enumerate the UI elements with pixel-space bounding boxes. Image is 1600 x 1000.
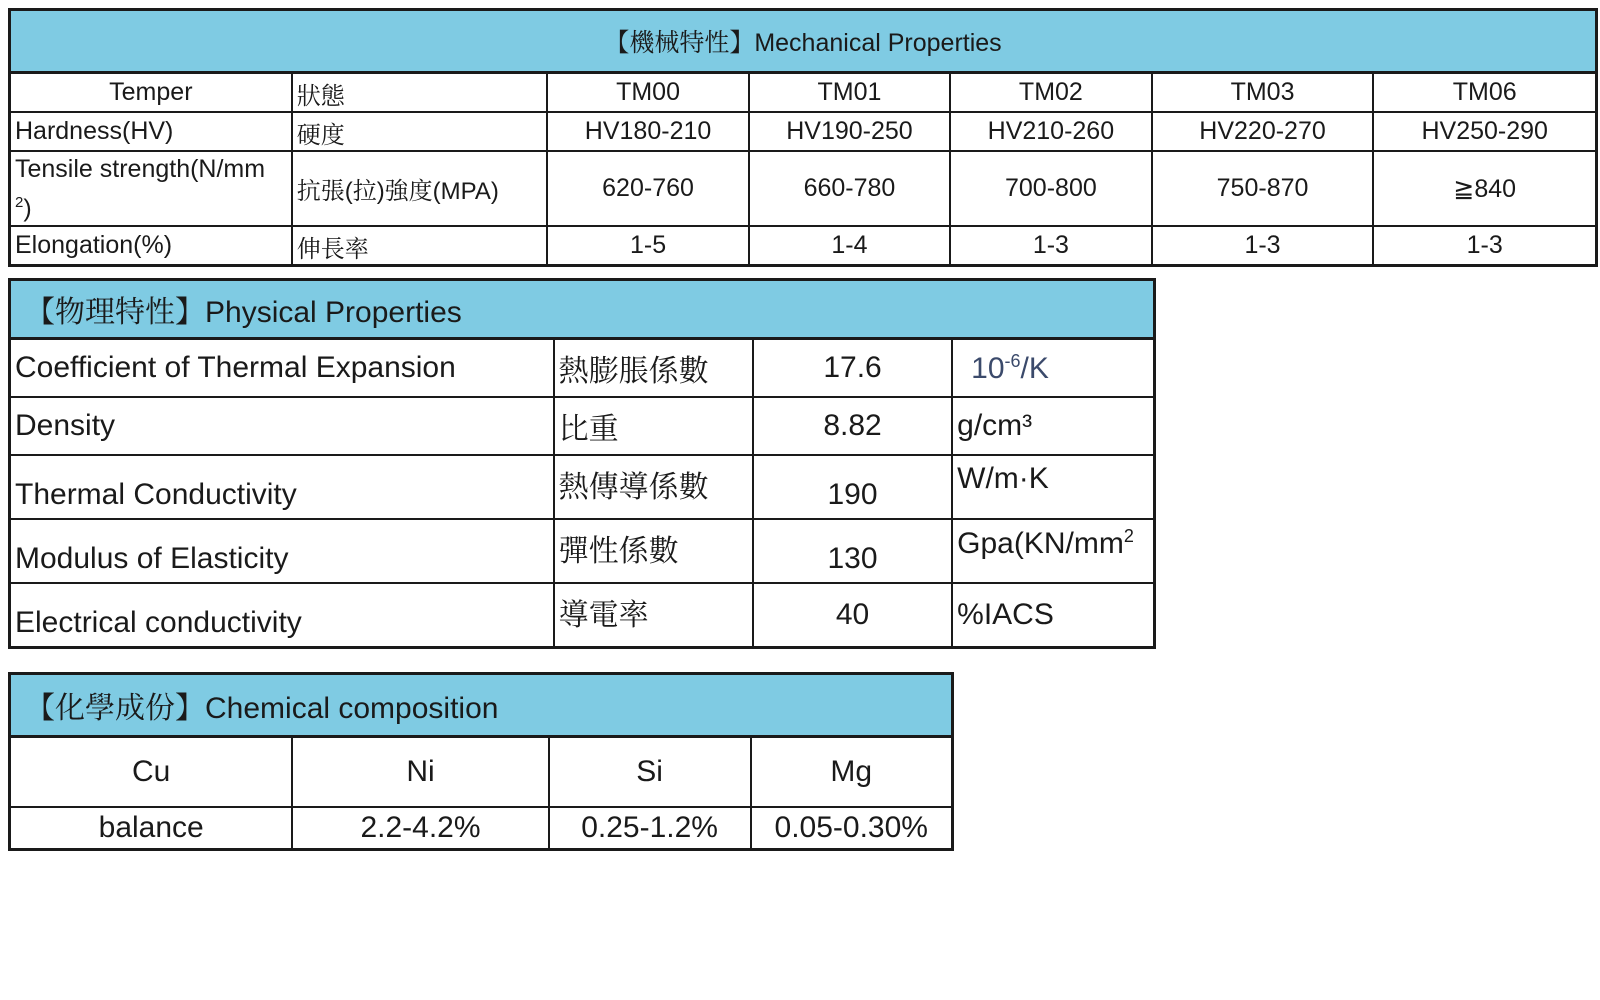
physical-properties-table [8,278,1156,649]
tensile-label-text: Tensile strength(N/mm [15,155,266,183]
element-value: 2.2-4.2% [292,807,548,850]
unit-cell: %IACS [952,583,1154,648]
table-cell: HV250-290 [1373,112,1596,151]
table-cell: 40 [753,583,952,648]
row-label-en: Modulus of Elasticity [10,519,554,583]
table-cell: 620-760 [547,151,748,226]
table-cell: 17.6 [753,339,952,398]
row-label-en [10,151,292,226]
unit-base: Gpa(KN/mm [957,527,1124,560]
physical-title: 【物理特性】Physical Properties [10,280,1155,339]
element-name: Mg [751,737,953,808]
element-value: balance [10,807,293,850]
table-cell: 1-4 [749,226,950,266]
element-value: 0.25-1.2% [549,807,751,850]
row-label-en: Temper [10,73,292,113]
table-cell: 750-870 [1152,151,1374,226]
table-cell: 130 [753,519,952,583]
unit-tail: /K [1020,351,1049,385]
table-row [10,151,1597,226]
table-row [10,737,953,808]
unit-cell [952,519,1154,583]
element-name: Cu [10,737,293,808]
row-label-zh: 抗張(拉)強度(MPA) [292,151,548,226]
tensile-label-sup: 2 [15,194,24,211]
unit-sup: -6 [1004,350,1021,371]
row-label-en: Hardness(HV) [10,112,292,151]
table-row [10,519,1155,583]
table-cell: HV180-210 [547,112,748,151]
row-label-zh: 彈性係數 [554,519,753,583]
table-cell: 1-5 [547,226,748,266]
row-label-en: Thermal Conductivity [10,455,554,519]
unit-cell: g/cm³ [952,397,1154,455]
table-cell: 190 [753,455,952,519]
unit-cell [952,339,1154,398]
element-name: Si [549,737,751,808]
unit-base: 10 [971,351,1005,385]
table-cell: TM02 [950,73,1151,113]
row-label-en: Density [10,397,554,455]
row-label-zh: 熱傳導係數 [554,455,753,519]
element-value: 0.05-0.30% [751,807,953,850]
row-label-zh: 比重 [554,397,753,455]
table-cell: TM00 [547,73,748,113]
table-row [10,807,953,850]
table-cell: 1-3 [1152,226,1374,266]
table-cell: 660-780 [749,151,950,226]
table-row [10,339,1155,398]
table-row [10,226,1597,266]
row-label-zh: 狀態 [292,73,548,113]
tensile-label-tail: ) [23,194,32,223]
mechanical-title: 【機械特性】Mechanical Properties [10,10,1597,73]
table-cell: 8.82 [753,397,952,455]
mechanical-properties-table [8,8,1598,267]
table-cell: HV190-250 [749,112,950,151]
table-cell: 1-3 [1373,226,1596,266]
row-label-zh: 熱膨脹係數 [554,339,753,398]
element-name: Ni [292,737,548,808]
unit-cell: W/m·K [952,455,1154,519]
table-cell: TM06 [1373,73,1596,113]
row-label-en: Coefficient of Thermal Expansion [10,339,554,398]
table-cell: HV220-270 [1152,112,1374,151]
unit-sup: 2 [1123,526,1134,546]
table-cell: TM01 [749,73,950,113]
chemical-composition-table [8,672,954,851]
row-label-zh: 硬度 [292,112,548,151]
table-cell: 1-3 [950,226,1151,266]
table-cell: ≧840 [1373,151,1596,226]
table-row [10,455,1155,519]
table-cell: TM03 [1152,73,1374,113]
table-row [10,73,1597,113]
row-label-zh: 導電率 [554,583,753,648]
table-row [10,112,1597,151]
table-cell: 700-800 [950,151,1151,226]
table-cell: HV210-260 [950,112,1151,151]
table-row [10,397,1155,455]
row-label-en: Elongation(%) [10,226,292,266]
row-label-en: Electrical conductivity [10,583,554,648]
row-label-zh: 伸長率 [292,226,548,266]
chemical-title: 【化學成份】Chemical composition [10,674,953,737]
table-row [10,583,1155,648]
